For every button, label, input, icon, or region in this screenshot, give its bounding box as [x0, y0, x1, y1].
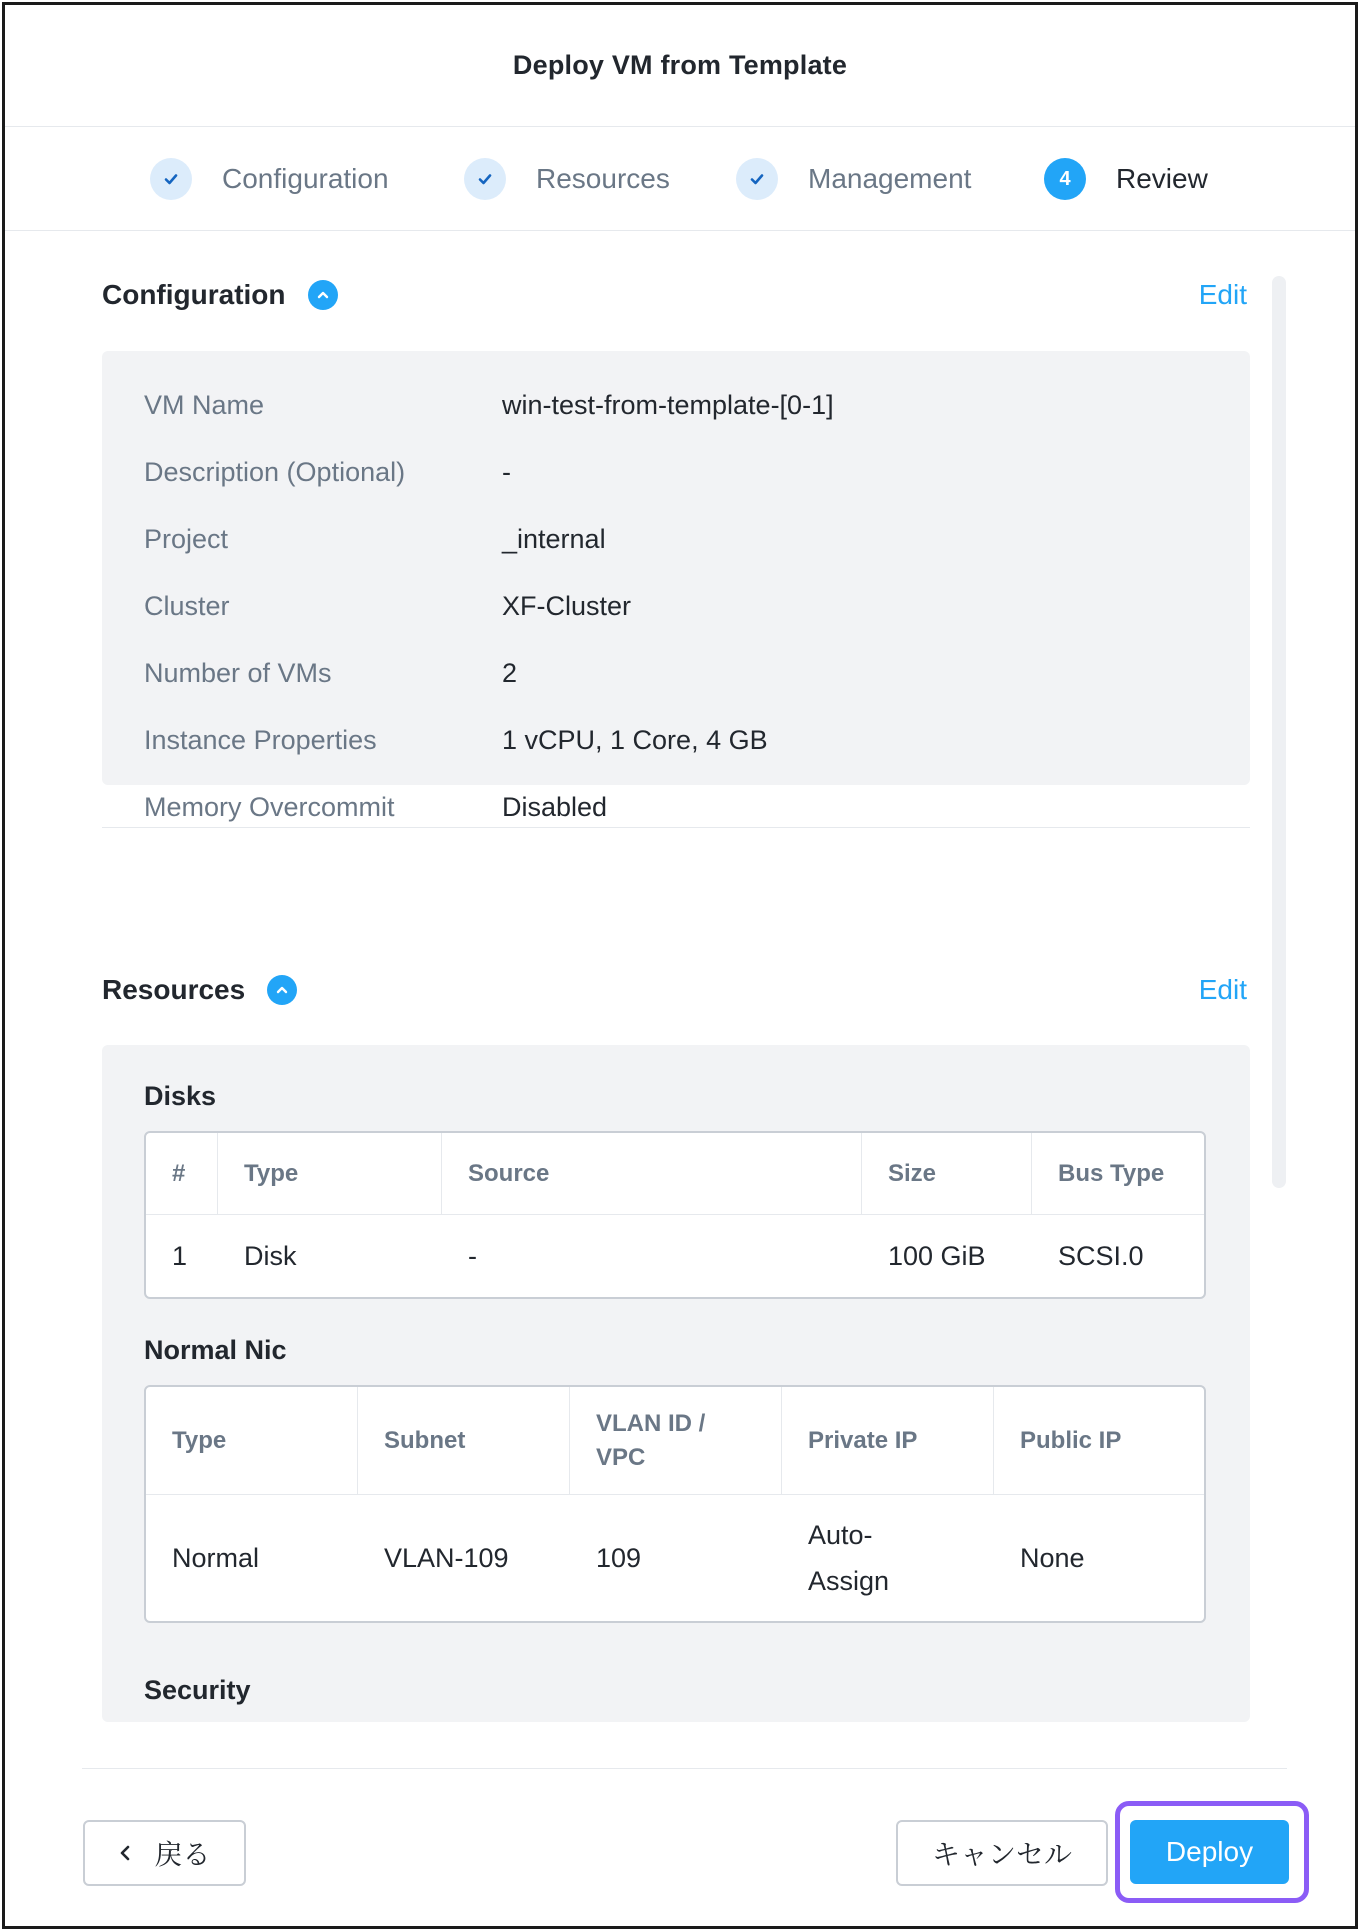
memory-overcommit-label: Memory Overcommit: [144, 791, 395, 822]
step-review[interactable]: [1044, 127, 1208, 231]
resources-edit-link[interactable]: Edit: [1198, 974, 1247, 1005]
table-header-row: [146, 1387, 1204, 1495]
configuration-edit-link[interactable]: Edit: [1198, 279, 1247, 310]
column-header: Private IP: [782, 1387, 994, 1495]
dialog-title: Deploy VM from Template: [512, 50, 848, 80]
scrollbar[interactable]: [1272, 276, 1286, 1188]
check-icon: [464, 158, 506, 200]
resources-panel: [102, 1045, 1250, 1722]
number-of-vms-label: Number of VMs: [144, 657, 332, 688]
project-value: _internal: [502, 523, 606, 554]
column-header: Type: [218, 1133, 442, 1215]
description-label: Description (Optional): [144, 456, 406, 487]
step-configuration[interactable]: [150, 127, 389, 231]
table-cell: 109: [596, 1543, 642, 1573]
instance-properties-label: Instance Properties: [144, 724, 377, 755]
wizard-stepper: [5, 127, 1355, 231]
step-label: Management: [808, 163, 972, 194]
kv-row: [144, 452, 511, 492]
security-title: Security: [144, 1675, 251, 1705]
cluster-value: XF-Cluster: [502, 590, 632, 621]
deploy-button[interactable]: [1130, 1820, 1289, 1884]
vm-name-label: VM Name: [144, 389, 265, 420]
table-row: [146, 1495, 1204, 1621]
column-header: Bus Type: [1032, 1133, 1204, 1215]
dialog-header: [5, 5, 1355, 127]
table-cell: VLAN-109: [384, 1543, 509, 1573]
column-header-text: VLAN ID / VPC: [596, 1409, 706, 1471]
configuration-section-header: [102, 276, 338, 314]
table-cell: Normal: [172, 1543, 260, 1573]
nics-table: [144, 1385, 1206, 1623]
step-management[interactable]: [736, 127, 971, 231]
cluster-label: Cluster: [144, 590, 230, 621]
private-ip-value: Auto-Assign: [808, 1520, 890, 1596]
chevron-left-icon: [118, 1837, 132, 1869]
footer-divider: [82, 1768, 1287, 1769]
step-label: Resources: [536, 163, 670, 194]
table-cell: Disk: [244, 1241, 297, 1271]
step-label: Review: [1116, 163, 1208, 194]
disks-title: Disks: [144, 1081, 217, 1111]
table-cell: SCSI.0: [1058, 1241, 1144, 1271]
kv-row: [144, 586, 631, 626]
chevron-up-icon[interactable]: [267, 975, 297, 1005]
step-label: Configuration: [222, 163, 389, 194]
deploy-button-label: Deploy: [1165, 1836, 1254, 1867]
memory-overcommit-value: Disabled: [502, 791, 608, 822]
resources-section-header: [102, 971, 297, 1009]
back-button[interactable]: [83, 1820, 246, 1886]
column-header: #: [146, 1133, 218, 1215]
table-cell: [782, 1495, 994, 1621]
check-icon: [150, 158, 192, 200]
section-title: Configuration: [102, 279, 286, 310]
column-header: Type: [146, 1387, 358, 1495]
deploy-vm-dialog: [2, 2, 1358, 1929]
table-row: [146, 1215, 1204, 1297]
section-title: Resources: [102, 974, 246, 1005]
kv-row: [144, 385, 834, 425]
kv-row: [144, 519, 606, 559]
chevron-up-icon[interactable]: [308, 280, 338, 310]
check-icon: [736, 158, 778, 200]
normal-nic-title: Normal Nic: [144, 1335, 287, 1365]
column-header: Subnet: [358, 1387, 570, 1495]
number-of-vms-value: 2: [502, 657, 518, 688]
kv-row: [144, 653, 517, 693]
kv-row: [144, 720, 768, 760]
back-button-label: 戻る: [154, 1839, 211, 1870]
review-content[interactable]: [5, 232, 1355, 1722]
table-cell: None: [1020, 1543, 1085, 1573]
kv-row: [144, 787, 607, 827]
description-value: -: [502, 456, 511, 487]
section-divider: [102, 827, 1250, 828]
column-header: [570, 1387, 782, 1495]
configuration-panel: [102, 351, 1250, 822]
table-header-row: [146, 1133, 1204, 1215]
project-label: Project: [144, 523, 229, 554]
step-number: 4: [1044, 158, 1086, 200]
vm-name-value: win-test-from-template-[0-1]: [502, 389, 834, 420]
table-cell: -: [468, 1241, 477, 1271]
instance-properties-value: 1 vCPU, 1 Core, 4 GB: [502, 724, 768, 755]
step-resources[interactable]: [464, 127, 670, 231]
column-header: Source: [442, 1133, 862, 1215]
column-header: Public IP: [994, 1387, 1204, 1495]
disks-table: [144, 1131, 1206, 1299]
column-header: Size: [862, 1133, 1032, 1215]
cancel-button[interactable]: [896, 1820, 1108, 1886]
table-cell: 100 GiB: [888, 1241, 986, 1271]
table-cell: 1: [172, 1241, 188, 1271]
cancel-button-label: キャンセル: [931, 1839, 1072, 1870]
